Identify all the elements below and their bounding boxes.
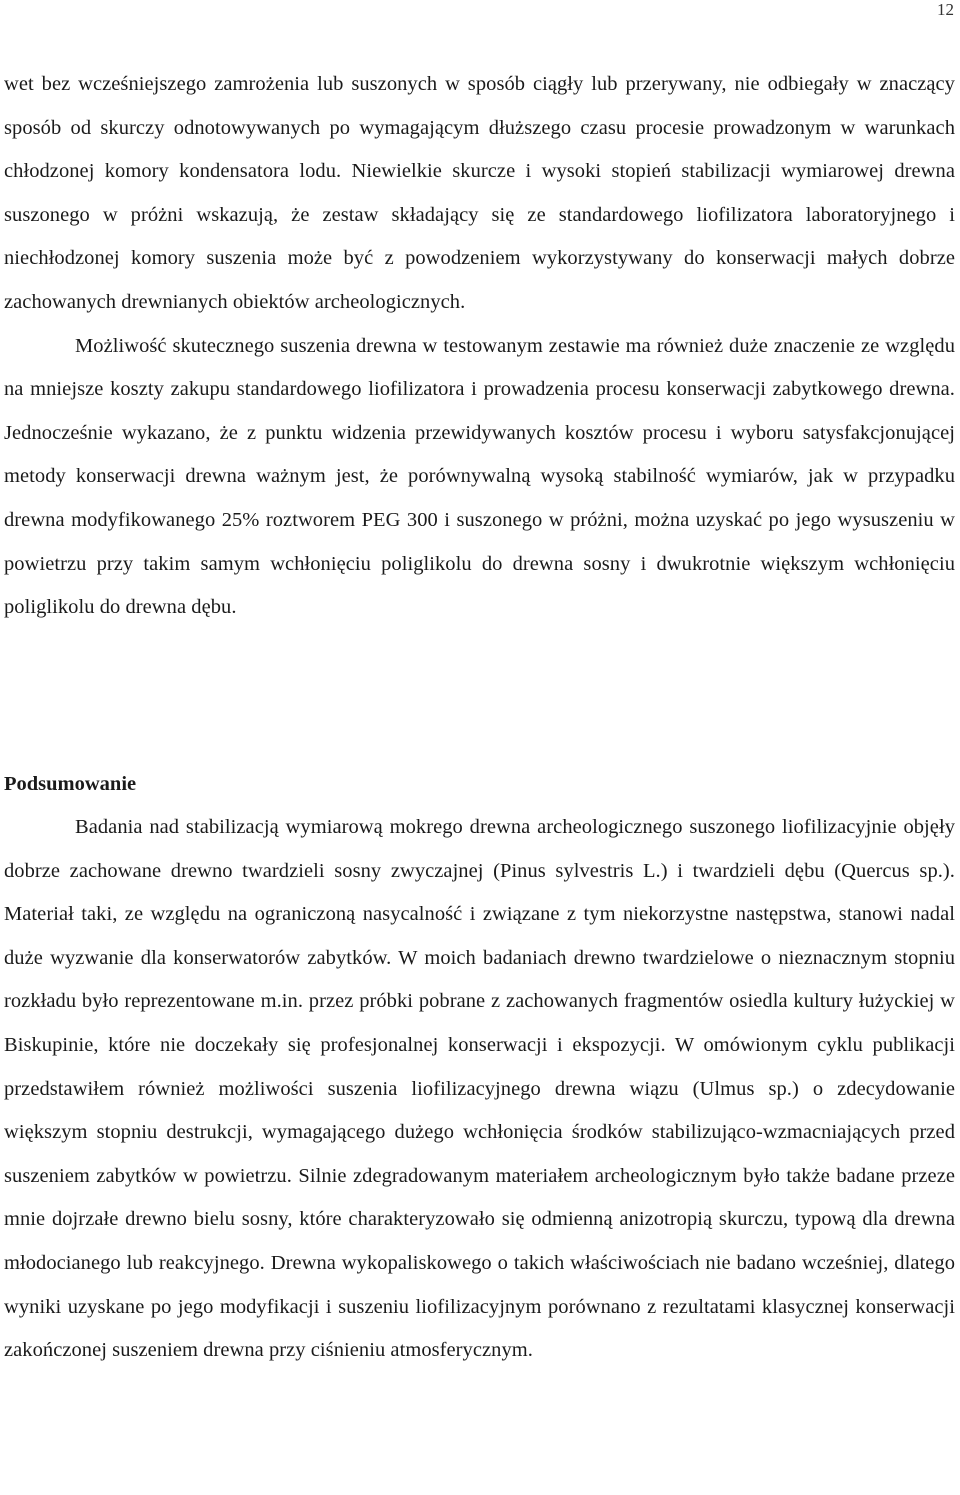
summary-body (4, 806, 955, 1373)
paragraph-continued: wet bez wcześniejszego zamrożenia lub suszonych w sposób ciągły lub przerywany, nie odbiegały w znaczący sposób od skurczy odnotowywanych po wymagającym dłuższego czasu procesie prowadzonym w warunkach chłodzonej komory kondensatora lodu. Niewielkie skurcze i wysoki stopień stabilizacji wymiarowej drewna suszonego w próżni wskazują, że zestaw składający się ze standardowego liofilizatora laboratoryjnego i niechłodzonej komory suszenia może być z powodzeniem wykorzystywany do konserwacji małych dobrze zachowanych drewnianych obiektów archeologicznych. (4, 73, 955, 313)
paragraph-drying-cost: Możliwość skutecznego suszenia drewna w testowanym zestawie ma również duże znaczenie ze względu na mniejsze koszty zakupu standardowego liofilizatora i prowadzenia procesu konserwacji zabytkowego drewna. Jednocześnie wykazano, że z punktu widzenia przewidywanych kosztów procesu i wyboru satysfakcjonującej metody konserwacji drewna ważnym jest, że porównywalną wysoką stabilność wymiarów, jak w przypadku drewna modyfikowanego 25% roztworem PEG 300 i suszonego w próżni, można uzyskać po jego wysuszeniu w powietrzu przy takim samym wchłonięciu poliglikolu do drewna sosny i dwukrotnie większym wchłonięciu poliglikolu do drewna dębu. (4, 334, 955, 619)
paragraph-summary: Badania nad stabilizacją wymiarową mokrego drewna archeologicznego suszonego liofilizacyjnie objęły dobrze zachowane drewno twardzieli sosny zwyczajnej (Pinus sylvestris L.) i twardzieli dębu (Quercus sp.). Materiał taki, ze względu na ograniczoną nasycalność i związane z tym niekorzystne następstwa, stanowi nadal duże wyzwanie dla konserwatorów zabytków. W moich badaniach drewno twardzielowe o nieznacznym stopniu rozkładu było reprezentowane m.in. przez próbki pobrane z zachowanych fragmentów osiedla kultury łużyckiej w Biskupinie, które nie doczekały się profesjonalnej konserwacji i ekspozycji. W omówionym cyklu publikacji przedstawiłem również możliwości suszenia liofilizacyjnego drewna wiązu (Ulmus sp.) o zdecydowanie większym stopniu destrukcji, wymagającego dużego wchłonięcia środków stabilizująco-wzmacniających przed suszeniem zabytków w powietrzu. Silnie zdegradowanym materiałem archeologicznym było także badane przeze mnie dojrzałe drewno bielu sosny, które charakteryzowało się odmienną anizotropią skurczu, typową dla drewna młodocianego lub reakcyjnego. Drewna wykopaliskowego o takich właściwościach nie badano wcześniej, dlatego wyniki uzyskane po jego modyfikacji i suszeniu liofilizacyjnym porównano z rezultatami klasycznej konserwacji zakończonej suszeniem drewna przy ciśnieniu atmosferycznym. (4, 816, 955, 1362)
page-number: 12 (937, 0, 954, 19)
section-heading-summary: Podsumowanie (4, 773, 137, 795)
body-text-continued (4, 63, 955, 630)
